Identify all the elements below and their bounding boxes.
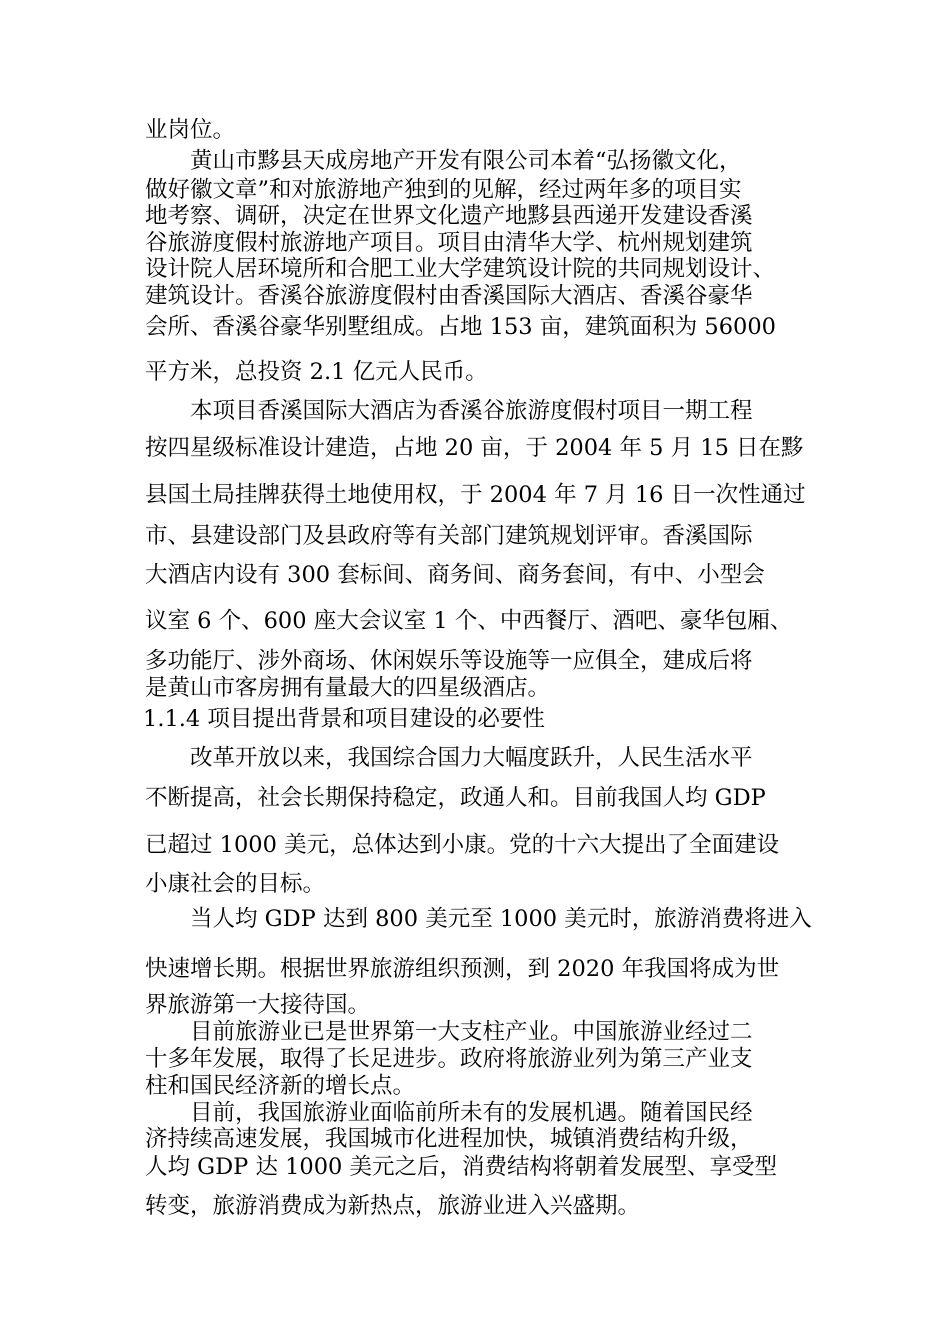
text-line: 县国土局挂牌获得土地使用权，于 2004 年 7 月 16 日一次性通过 — [145, 482, 806, 508]
text-line: 是黄山市客房拥有量最大的四星级酒店。 — [145, 675, 551, 701]
text-line: 建筑设计。香溪谷旅游度假村由香溪国际大酒店、香溪谷豪华 — [145, 283, 753, 309]
text-line: 多功能厅、涉外商场、休闲娱乐等设施等一应俱全，建成后将 — [145, 648, 753, 674]
text-line: 改革开放以来，我国综合国力大幅度跃升，人民生活水平 — [190, 745, 753, 771]
text-line: 黄山市黟县天成房地产开发有限公司本着“弘扬徽文化， — [190, 148, 742, 174]
text-line: 人均 GDP 达 1000 美元之后，消费结构将朝着发展型、享受型 — [145, 1154, 778, 1180]
text-line: 地考察、调研，决定在世界文化遗产地黟县西递开发建设香溪 — [145, 203, 753, 229]
text-line: 目前，我国旅游业面临前所未有的发展机遇。随着国民经 — [190, 1100, 753, 1126]
text-line: 做好徽文章”和对旅游地产独到的见解，经过两年多的项目实 — [145, 177, 742, 203]
text-line: 不断提高，社会长期保持稳定，政通人和。目前我国人均 GDP — [145, 785, 766, 811]
text-line: 当人均 GDP 达到 800 美元至 1000 美元时，旅游消费将进入 — [190, 906, 812, 932]
text-line: 目前旅游业已是世界第一大支柱产业。中国旅游业经过二 — [190, 1019, 753, 1045]
text-line: 市、县建设部门及县政府等有关部门建筑规划评审。香溪国际 — [145, 523, 753, 549]
text-line: 大酒店内设有 300 套标间、商务间、商务套间，有中、小型会 — [145, 562, 765, 588]
text-line: 设计院人居环境所和合肥工业大学建筑设计院的共同规划设计、 — [145, 256, 776, 282]
text-line: 界旅游第一大接待国。 — [145, 992, 371, 1018]
text-line: 转变，旅游消费成为新热点，旅游业进入兴盛期。 — [145, 1193, 641, 1219]
text-line: 小康社会的目标。 — [145, 871, 326, 897]
text-line: 平方米，总投资 2.1 亿元人民币。 — [145, 359, 488, 385]
text-line: 十多年发展，取得了长足进步。政府将旅游业列为第三产业支 — [145, 1046, 753, 1072]
text-line: 按四星级标准设计建造，占地 20 亩，于 2004 年 5 月 15 日在黟 — [145, 435, 804, 461]
text-line: 本项目香溪国际大酒店为香溪谷旅游度假村项目一期工程 — [190, 398, 753, 424]
text-line: 谷旅游度假村旅游地产项目。项目由清华大学、杭州规划建筑 — [145, 230, 753, 256]
text-line: 快速增长期。根据世界旅游组织预测，到 2020 年我国将成为世 — [145, 956, 780, 982]
text-line: 已超过 1000 美元，总体达到小康。党的十六大提出了全面建设 — [145, 832, 780, 858]
text-line: 会所、香溪谷豪华别墅组成。占地 153 亩，建筑面积为 56000 — [145, 314, 776, 340]
text-line: 议室 6 个、600 座大会议室 1 个、中西餐厅、酒吧、豪华包厢、 — [145, 608, 793, 634]
text-line: 济持续高速发展，我国城市化进程加快，城镇消费结构升级， — [145, 1126, 753, 1152]
section-heading: 1.1.4 项目提出背景和项目建设的必要性 — [143, 706, 545, 732]
text-line: 业岗位。 — [145, 117, 236, 143]
text-line: 柱和国民经济新的增长点。 — [145, 1073, 416, 1099]
